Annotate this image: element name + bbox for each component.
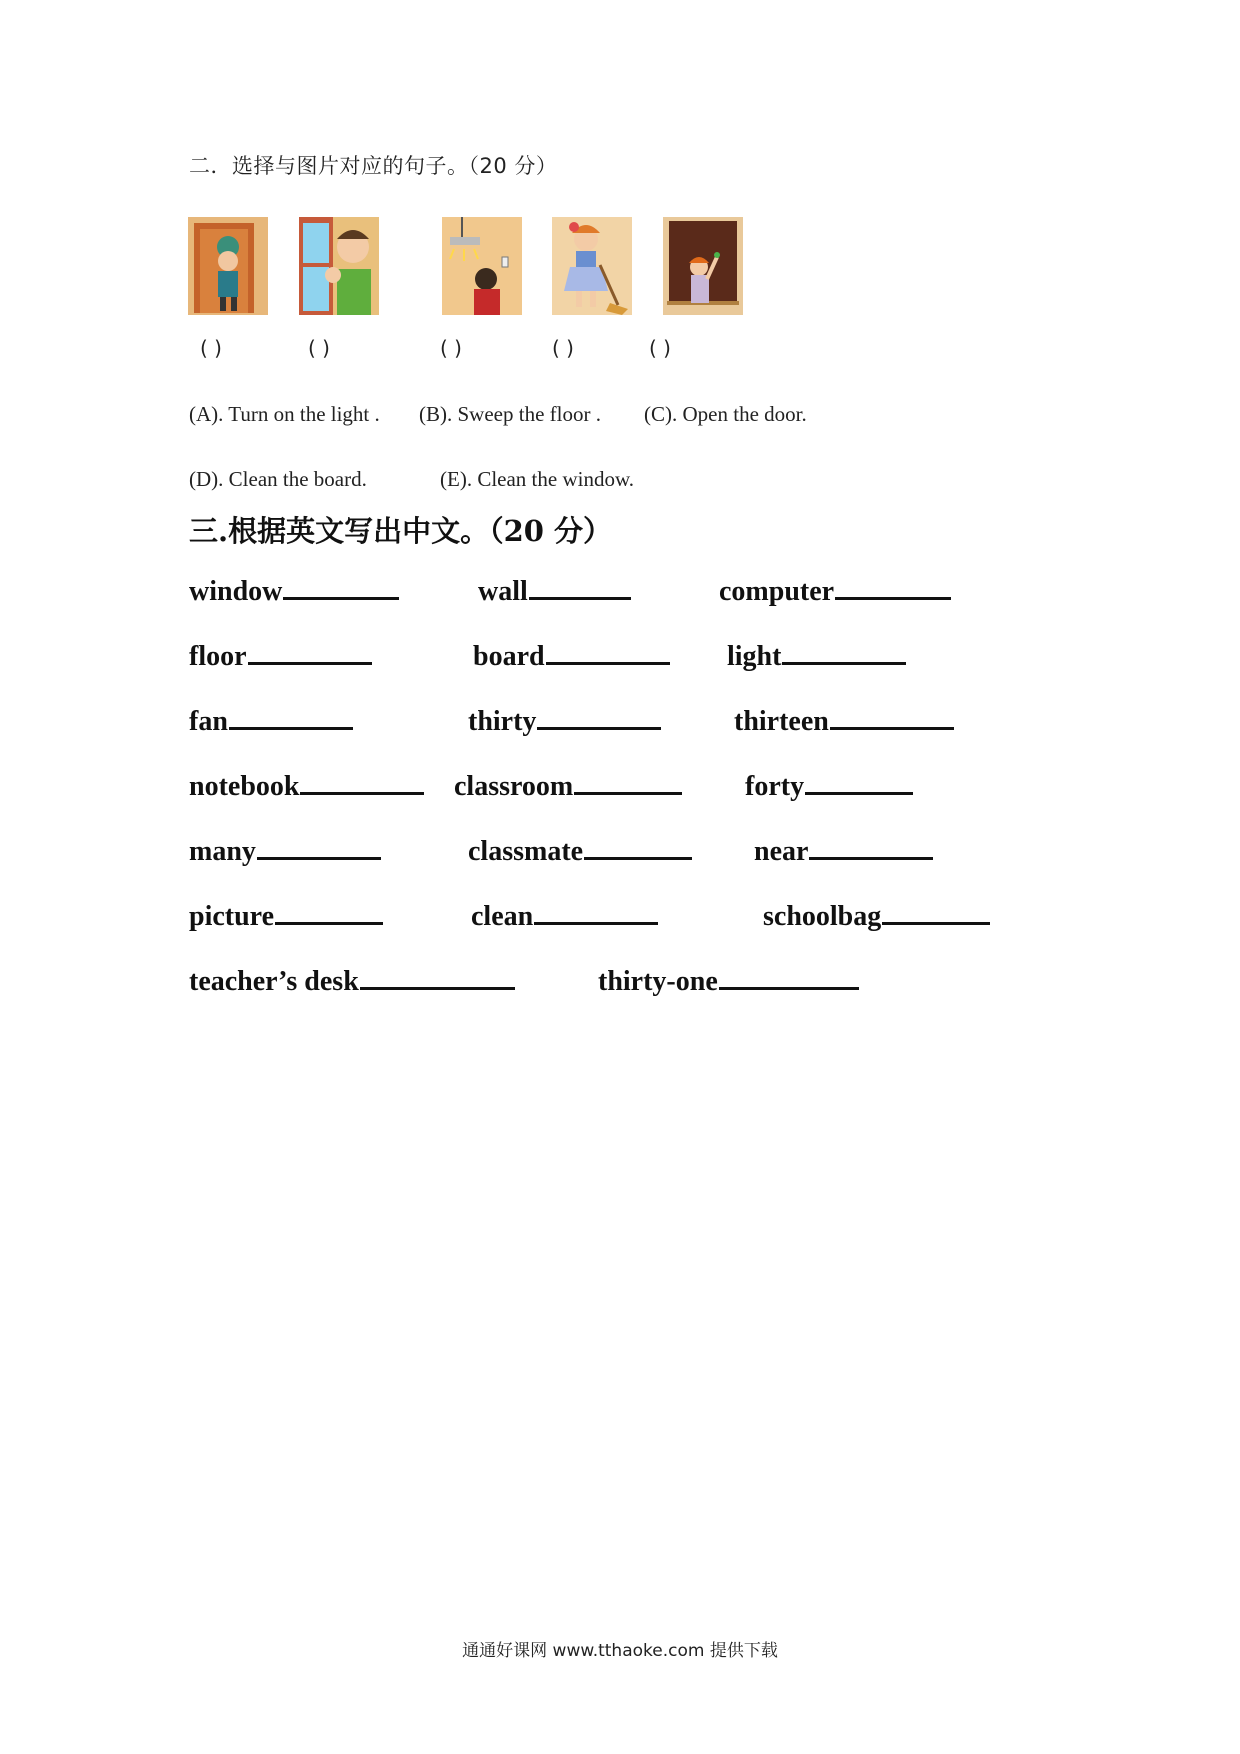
option-e: (E). Clean the window.: [440, 467, 635, 491]
door-picture-icon: [188, 217, 268, 315]
word-item: fan: [189, 706, 353, 738]
answer-blank[interactable]: [882, 918, 990, 925]
sweep-picture-icon: [552, 217, 632, 315]
answer-blank[interactable]: [584, 853, 692, 860]
word-item: classmate: [468, 836, 692, 868]
option-a: (A). Turn on the light .: [189, 402, 380, 426]
word-item: many: [189, 836, 381, 868]
answer-blank[interactable]: [782, 658, 906, 665]
word-item: notebook: [189, 771, 424, 803]
word-item: board: [473, 641, 670, 673]
footer-source: 通通好课网 www.tthaoke.com 提供下载: [462, 1641, 778, 1661]
answer-blank[interactable]: [835, 593, 951, 600]
word-item: computer: [719, 576, 951, 608]
answer-blank[interactable]: [574, 788, 682, 795]
option-d: (D). Clean the board.: [189, 467, 367, 491]
word-item: forty: [745, 771, 913, 803]
answer-blank[interactable]: [300, 788, 424, 795]
answer-bracket-4[interactable]: ( ): [552, 336, 574, 360]
answer-blank[interactable]: [248, 658, 372, 665]
word-item: picture: [189, 901, 383, 933]
word-item: thirteen: [734, 706, 954, 738]
answer-blank[interactable]: [805, 788, 913, 795]
section-2-title: 二．选择与图片对应的句子。（20 分）: [189, 154, 558, 178]
answer-blank[interactable]: [229, 723, 353, 730]
word-item: near: [754, 836, 933, 868]
answer-blank[interactable]: [719, 983, 859, 990]
answer-blank[interactable]: [809, 853, 933, 860]
option-c: (C). Open the door.: [644, 402, 807, 426]
word-item: thirty: [468, 706, 661, 738]
section-3-title: 三.根据英文写出中文。（20 分）: [189, 514, 613, 548]
word-item: wall: [478, 576, 631, 608]
word-item: window: [189, 576, 399, 608]
window-picture-icon: [299, 217, 379, 315]
answer-blank[interactable]: [529, 593, 631, 600]
word-item: teacher’s desk: [189, 966, 515, 998]
answer-bracket-1[interactable]: ( ): [200, 336, 222, 360]
answer-bracket-2[interactable]: ( ): [308, 336, 330, 360]
answer-blank[interactable]: [275, 918, 383, 925]
answer-blank[interactable]: [537, 723, 661, 730]
board-picture-icon: [663, 217, 743, 315]
light-picture-icon: [442, 217, 522, 315]
word-item: clean: [471, 901, 658, 933]
option-b: (B). Sweep the floor .: [419, 402, 601, 426]
answer-blank[interactable]: [257, 853, 381, 860]
answer-blank[interactable]: [546, 658, 670, 665]
answer-blank[interactable]: [360, 983, 515, 990]
word-item: thirty-one: [598, 966, 859, 998]
word-item: light: [727, 641, 906, 673]
answer-bracket-5[interactable]: ( ): [649, 336, 671, 360]
word-item: classroom: [454, 771, 682, 803]
word-item: schoolbag: [763, 901, 990, 933]
word-item: floor: [189, 641, 372, 673]
answer-blank[interactable]: [534, 918, 658, 925]
answer-bracket-3[interactable]: ( ): [440, 336, 462, 360]
answer-blank[interactable]: [830, 723, 954, 730]
answer-blank[interactable]: [283, 593, 399, 600]
